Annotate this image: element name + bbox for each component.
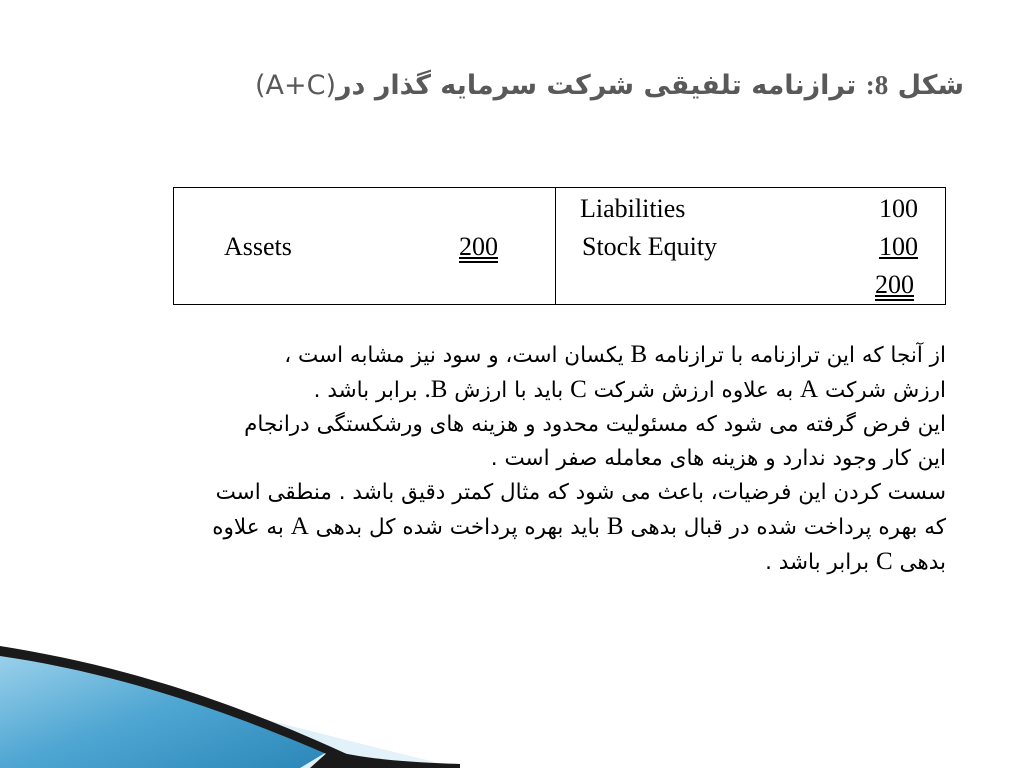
title-prefix: شکل	[897, 70, 964, 101]
assets-value: 200	[459, 232, 498, 261]
text-run: که بهره پرداخت شده در قبال بدهی	[630, 515, 946, 540]
paragraph-line: این کار وجود ندارد و هزینه های معامله صفر است .	[490, 446, 946, 471]
assets-column	[174, 188, 556, 304]
assets-label: Assets	[224, 232, 292, 261]
entity-letter: A	[800, 376, 819, 403]
liabilities-label: Liabilities	[580, 194, 686, 223]
paragraph-line	[50, 338, 946, 373]
text-run: باید بهره پرداخت شده کل بدهی	[315, 515, 601, 540]
paragraph-line	[50, 510, 946, 545]
swoosh-blue-band	[0, 648, 330, 768]
text-run: به علاوه	[212, 515, 284, 540]
paragraph-line: سست کردن این فرضیات، باعث می شود که مثال کمتر دقیق باشد . منطقی است	[215, 480, 946, 505]
equity-label: Stock Equity	[582, 232, 718, 261]
entity-letter: B	[606, 513, 624, 540]
title-latin: (A+C)	[255, 70, 337, 101]
entity-letter: C	[875, 548, 893, 575]
equity-value: 100	[879, 232, 918, 261]
slide-title	[200, 70, 964, 101]
text-run: برابر باشد .	[765, 550, 870, 575]
paragraph-line	[50, 373, 946, 408]
text-run: ارزش شرکت	[824, 378, 946, 403]
entity-letter: B	[630, 341, 648, 368]
text-run: باید با ارزش	[454, 378, 564, 403]
body-paragraph	[50, 338, 946, 580]
decorative-swoosh	[0, 640, 460, 768]
text-run: به علاوه ارزش شرکت	[593, 378, 794, 403]
text-run: از آنجا که این ترازنامه با ترازنامه	[654, 343, 946, 368]
title-figure-number: 8:	[865, 70, 889, 100]
entity-letter: A	[290, 513, 309, 540]
paragraph-line: این فرض گرفته می شود که مسئولیت محدود و هزینه های ورشکستگی درانجام	[244, 412, 946, 437]
text-run: بدهی	[899, 550, 946, 575]
text-run: یکسان است، و سود نیز مشابه است ،	[284, 343, 624, 368]
liabilities-column	[556, 188, 945, 304]
entity-letter: C	[570, 376, 587, 403]
entity-letter: B.	[424, 376, 448, 403]
balance-sheet-table	[173, 187, 946, 305]
total-value: 200	[875, 270, 914, 299]
text-run: برابر باشد .	[313, 378, 418, 403]
liabilities-value: 100	[879, 194, 918, 223]
paragraph-line	[50, 545, 946, 580]
title-text: ترازنامه تلفیقی شرکت سرمایه گذار در	[336, 70, 857, 101]
